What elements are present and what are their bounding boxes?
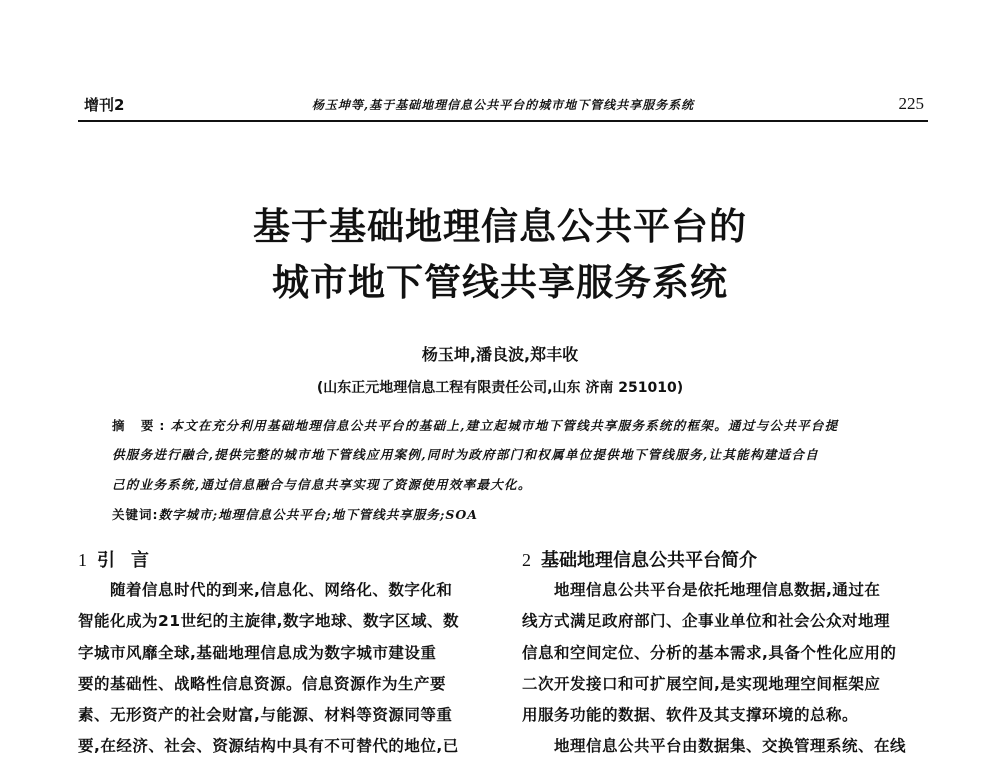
- abstract-line-2: 供服务进行融合,提供完整的城市地下管线应用案例,同时为政府部门和权属单位提供地下管线服务,让其能构建适合自: [112, 447, 819, 462]
- section-1-heading: [78, 546, 165, 572]
- keywords-label: 关键词:: [112, 507, 159, 522]
- section-1-title: 引言: [97, 550, 165, 571]
- section-2-line-6: 地理信息公共平台由数据集、交换管理系统、在线: [554, 737, 907, 755]
- running-header: [78, 90, 928, 122]
- section-1-line-6: 要,在经济、社会、资源结构中具有不可替代的地位,已: [78, 737, 459, 755]
- author-list: 杨玉坤,潘良波,郑丰收: [421, 345, 579, 364]
- section-2-line-5: 用服务功能的数据、软件及其支撑环境的总称。: [522, 706, 859, 724]
- abstract-label: 摘 要:: [112, 418, 171, 433]
- section-2-line-1: 地理信息公共平台是依托地理信息数据,通过在: [554, 581, 881, 599]
- section-1-line-5: 素、无形资产的社会财富,与能源、材料等资源同等重: [78, 706, 453, 724]
- abstract-text-1: 本文在充分利用基础地理信息公共平台的基础上,建立起城市地下管线共享服务系统的框架。通过与公共平台提: [170, 418, 839, 433]
- abstract-line-1: [112, 416, 912, 434]
- paper-title-line-2: 城市地下管线共享服务系统: [272, 260, 728, 304]
- section-2-line-4: 二次开发接口和可扩展空间,是实现地理空间框架应: [522, 675, 881, 693]
- section-1-line-1: 随着信息时代的到来,信息化、网络化、数字化和: [110, 581, 453, 599]
- section-2-number: 2: [522, 550, 531, 570]
- section-1-line-3: 字城市风靡全球,基础地理信息成为数字城市建设重: [78, 644, 437, 662]
- running-title: 杨玉坤等,基于基础地理信息公共平台的城市地下管线共享服务系统: [311, 98, 695, 112]
- keywords: [112, 505, 478, 523]
- page-number: 225: [898, 94, 924, 113]
- section-2-title: 基础地理信息公共平台简介: [541, 550, 757, 571]
- paper-title-line-1: 基于基础地理信息公共平台的: [253, 204, 747, 248]
- section-1-line-2: 智能化成为21世纪的主旋律,数字地球、数字区域、数: [78, 612, 459, 630]
- abstract-line-3: 己的业务系统,通过信息融合与信息共享实现了资源使用效率最大化。: [112, 477, 532, 492]
- section-2-line-2: 线方式满足政府部门、企事业单位和社会公众对地理: [522, 612, 891, 630]
- section-2-line-3: 信息和空间定位、分析的基本需求,具备个性化应用的: [522, 644, 897, 662]
- section-2-heading: [522, 546, 757, 572]
- affiliation: (山东正元地理信息工程有限责任公司,山东 济南 251010): [316, 380, 684, 396]
- issue-label: 增刊2: [84, 96, 125, 114]
- keywords-value: 数字城市;地理信息公共平台;地下管线共享服务;SOA: [158, 507, 478, 522]
- section-1-line-4: 要的基础性、战略性信息资源。信息资源作为生产要: [78, 675, 447, 693]
- section-1-number: 1: [78, 550, 87, 570]
